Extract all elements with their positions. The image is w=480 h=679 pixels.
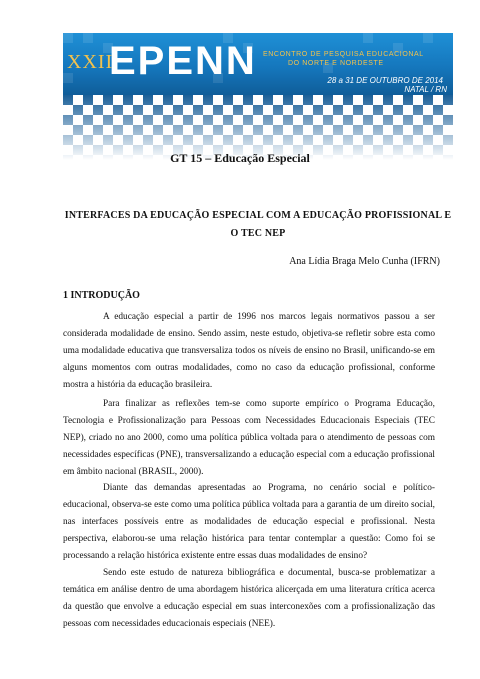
paragraph-4 <box>63 565 435 633</box>
author-name: Ana Lídia Braga Melo Cunha (IFRN) <box>289 256 440 267</box>
paragraph-3 <box>63 480 435 565</box>
conference-dates: 28 a 31 DE OUTUBRO DE 2014 <box>327 76 443 85</box>
paper-title: INTERFACES DA EDUCAÇÃO ESPECIAL COM A EDUCAÇÃO PROFISSIONAL E O TEC NEP <box>64 210 452 239</box>
paragraph-3-text: Diante das demandas apresentadas ao Programa, no cenário social e político-educacional, observa-se este como uma política pública voltada para a garantia de um direito social, nas interfaces possíveis entre as modalidades de educação especial e profissional. Nesta perspectiva, elaborou-se uma relação histórica para tentar contemplar a questão: Como foi se processando a relação histórica existente entre essas duas modalidades de ensino? <box>63 483 435 561</box>
conference-banner <box>63 33 453 95</box>
working-group-title: GT 15 – Educação Especial <box>170 151 310 165</box>
paragraph-1 <box>63 309 435 394</box>
conference-subtitle-line2: DO NORTE E NORDESTE <box>288 60 384 67</box>
conference-city: NATAL / RN <box>404 85 447 94</box>
paragraph-2-text: Para finalizar as reflexões tem-se como suporte empírico o Programa Educação, Tecnologia e Profissionalização para Pessoas com Necessidades Educacionais Especiais (TEC NEP), criado no ano 2000, como uma política pública voltada para o atendimento de pessoas com necessidades específicas (PNE), transversalizando a educação especial com a educação profissional em âmbito nacional (BRASIL, 2000). <box>63 399 435 477</box>
section-heading: 1 INTRODUÇÃO <box>63 290 140 301</box>
edition-label: XXII <box>67 51 114 73</box>
paragraph-2 <box>63 396 435 481</box>
conference-logo: EPENN <box>109 39 257 83</box>
paragraph-4-text: Sendo este estudo de natureza bibliográfica e documental, busca-se problematizar a temática em análise dentro de uma abordagem histórica alicerçada em uma literatura crítica acerca da questão que envolve a educação especial em suas interconexões com a profissionalização das pessoas com necessidades educacionais especiais (NEE). <box>63 568 435 629</box>
paragraph-1-text: A educação especial a partir de 1996 nos marcos legais normativos passou a ser considerada modalidade de ensino. Sendo assim, neste estudo, objetiva-se refletir sobre esta como uma modalidade educativa que transversaliza todos os níveis de ensino no Brasil, unificando-se em alguns momentos com outras modalidades, como no caso da educação profissional, conforme mostra a história da educação brasileira. <box>63 312 435 390</box>
conference-subtitle-line1: ENCONTRO DE PESQUISA EDUCACIONAL <box>263 51 424 58</box>
